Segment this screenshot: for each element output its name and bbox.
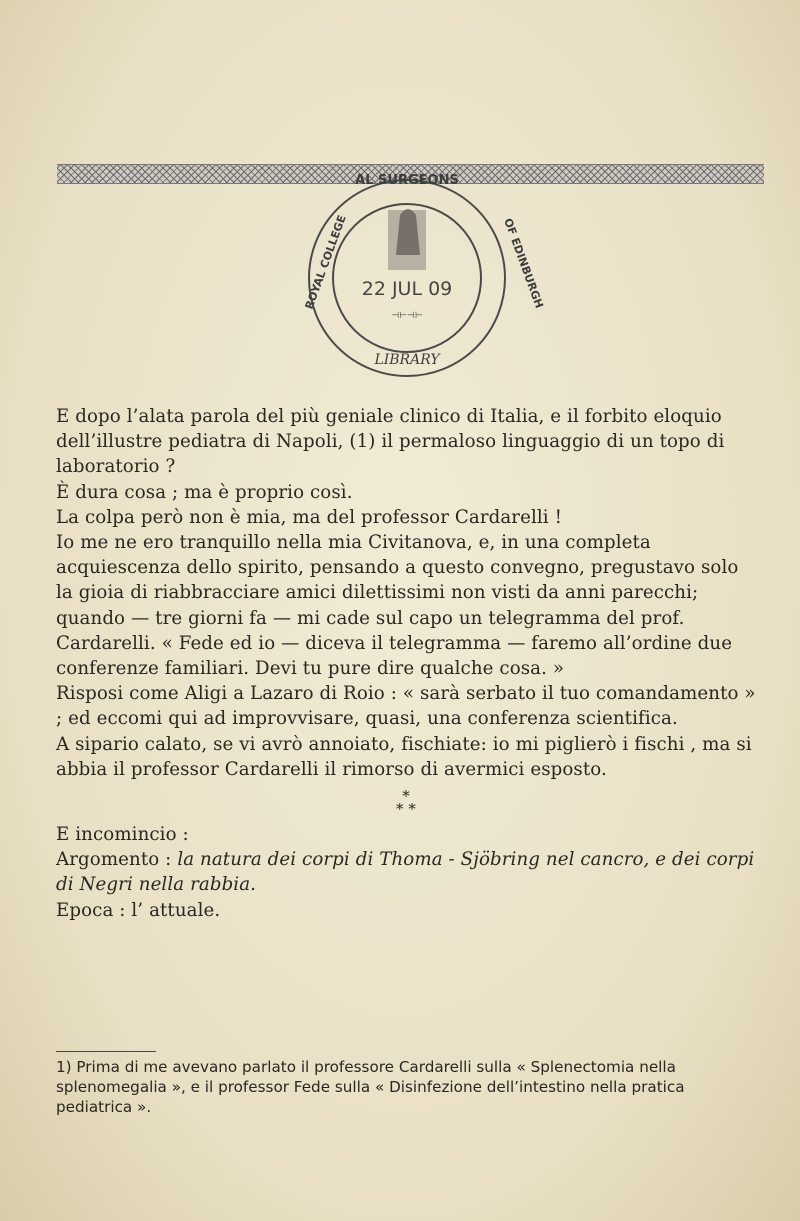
library-stamp xyxy=(300,160,546,390)
stamp-right-text: OF EDINBURGH xyxy=(501,216,546,310)
section-separator xyxy=(56,782,756,822)
paragraph: E dopo l’alata parola del più geniale clinico di Italia, e il forbito eloquio dell’illustre pediatra di Napoli, (1) il permaloso linguaggio di un topo di laboratorio ? xyxy=(56,406,725,478)
main-text xyxy=(56,404,756,923)
footnote: 1) Prima di me avevano parlato il professore Cardarelli sulla « Splenectomia nella splenomegalia », e il professor Fede sulla « Disinfezione dell’intestino nella pratica pediatrica ». xyxy=(56,1058,685,1116)
paragraph: Epoca : l’ attuale. xyxy=(56,899,221,921)
separator-star-top: * xyxy=(402,787,410,806)
paragraph: A sipario calato, se vi avrò annoiato, fischiate: io mi piglierò i fischi , ma si abbia il professor Cardarelli il rimorso di avermici esposto. xyxy=(56,733,752,780)
paragraph-argomento xyxy=(56,847,756,897)
paragraph: È dura cosa ; ma è proprio così. xyxy=(56,481,353,503)
stamp-bottom-text: LIBRARY xyxy=(374,352,440,368)
stamp-left-text: ROYAL COLLEGE xyxy=(302,213,349,312)
paragraph: La colpa però non è mia, ma del professor Cardarelli ! xyxy=(56,506,563,528)
argomento-label: Argomento : xyxy=(56,849,172,871)
paragraph: E incomincio : xyxy=(56,824,189,846)
paragraph: Risposi come Aligi a Lazaro di Roio : « sarà serbato il tuo comandamento » ; ed eccomi qui ad improvvisare, quasi, una conferenza scientifica. xyxy=(56,683,756,730)
stamp-ornament: ⊣⊢⊣⊢ xyxy=(391,311,423,321)
separator-stars-bottom: * * xyxy=(395,800,417,819)
stamp-top-text: AL SURGEONS xyxy=(355,173,459,188)
paragraph: Io me ne ero tranquillo nella mia Civitanova, e, in una completa acquiescenza dello spirito, pensando a questo convegno, pregustavo solo la gioia di riabbracciare amici dilettissimi non visti da anni parecchi; quando — tre giorni fa — mi cade sul capo un telegramma del prof. Cardarelli. « Fede ed io — diceva il telegramma — faremo all’ordine due conferenze familiari. Devi tu pure dire qualche cosa. » xyxy=(56,532,739,680)
footnote-rule xyxy=(56,1051,156,1052)
stamp-date: 22 JUL 09 xyxy=(361,278,453,300)
argomento-title: la natura dei corpi di Thoma - Sjöbring nel cancro, e dei corpi di Negri nella rabbia. xyxy=(56,849,755,896)
